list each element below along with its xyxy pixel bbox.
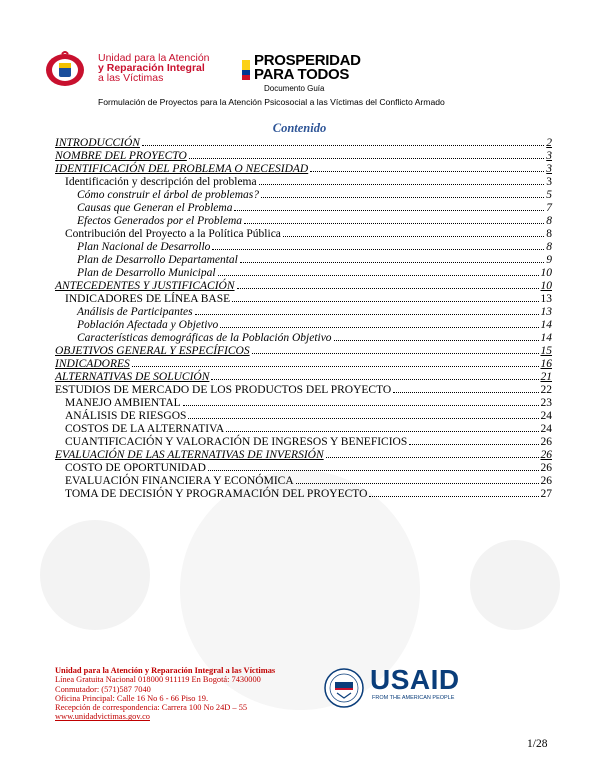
uarv-line: Unidad para la Atención xyxy=(98,52,210,64)
toc-entry[interactable] xyxy=(65,422,552,435)
toc-entry-label: INDICADORES DE LÍNEA BASE xyxy=(65,293,231,305)
toc-entry-label: Plan Nacional de Desarrollo xyxy=(77,241,211,253)
toc-entry-label: TOMA DE DECISIÓN Y PROGRAMACIÓN DEL PROYECTO xyxy=(65,488,368,500)
toc-entry-label: COSTO DE OPORTUNIDAD xyxy=(65,462,206,474)
toc-entry-label: OBJETIVOS GENERAL Y ESPECÍFICOS xyxy=(55,345,250,357)
toc-entry-page: 2 xyxy=(546,137,552,149)
toc-entry-label: Plan de Desarrollo Departamental xyxy=(77,254,238,266)
toc-entry-label: Población Afectada y Objetivo xyxy=(77,319,219,331)
toc-leader xyxy=(393,391,538,393)
toc-leader xyxy=(132,365,539,367)
toc-entry-page: 23 xyxy=(540,397,552,409)
footer-line: Línea Gratuita Nacional 018000 911119 En Bogotá: 7430000 xyxy=(55,675,261,685)
toc-entry-label: Efectos Generados por el Problema xyxy=(77,215,243,227)
toc-entry[interactable] xyxy=(55,162,552,175)
document-title: Formulación de Proyectos para la Atención Psicosocial a las Víctimas del Conflicto Armado xyxy=(98,97,445,107)
toc-leader xyxy=(226,430,538,432)
toc-entry-page: 3 xyxy=(546,163,552,175)
toc-entry[interactable] xyxy=(65,396,552,409)
document-type: Documento Guía xyxy=(264,84,325,93)
toc-entry-label: Cómo construir el árbol de problemas? xyxy=(77,189,259,201)
toc-entry-page: 5 xyxy=(546,189,552,201)
toc-entry-page: 10 xyxy=(540,267,552,279)
toc-entry[interactable] xyxy=(65,474,552,487)
toc-entry[interactable] xyxy=(55,448,552,461)
toc-entry[interactable] xyxy=(65,292,552,305)
toc-leader xyxy=(195,313,539,315)
toc-entry[interactable] xyxy=(55,279,552,292)
toc-leader xyxy=(189,157,544,159)
footer-line: Conmutador: (571)587 7040 xyxy=(55,684,151,694)
toc-entry[interactable] xyxy=(77,305,552,318)
toc-leader xyxy=(244,222,544,224)
toc-entry[interactable] xyxy=(65,461,552,474)
toc-entry-page: 9 xyxy=(546,254,552,266)
toc-entry-label: ESTUDIOS DE MERCADO DE LOS PRODUCTOS DEL PROYECTO xyxy=(55,384,392,396)
toc-entry-page: 15 xyxy=(540,345,552,357)
toc-entry[interactable] xyxy=(77,214,552,227)
toc-entry-page: 26 xyxy=(540,475,552,487)
toc-leader xyxy=(409,443,538,445)
toc-leader xyxy=(142,144,544,146)
footer-website-link[interactable]: www.unidadvictimas.gov.co xyxy=(55,712,150,722)
toc-leader xyxy=(220,326,538,328)
footer-line: Recepción de correspondencia: Carrera 100 No 24D – 55 xyxy=(55,703,248,713)
toc-entry-page: 27 xyxy=(540,488,552,500)
prosperidad-line: PARA TODOS xyxy=(254,66,350,83)
toc-leader xyxy=(234,209,544,211)
toc-entry-label: Contribución del Proyecto a la Política Pública xyxy=(65,228,281,240)
toc-leader xyxy=(240,261,544,263)
toc-leader xyxy=(211,378,538,380)
usaid-logo-text: USAID xyxy=(370,664,460,695)
toc-leader xyxy=(237,287,539,289)
toc-entry-page: 24 xyxy=(540,410,552,422)
toc-entry[interactable] xyxy=(77,318,552,331)
toc-entry-label: ANÁLISIS DE RIESGOS xyxy=(65,410,187,422)
toc-leader xyxy=(183,404,539,406)
toc-entry-page: 26 xyxy=(540,436,552,448)
toc-entry[interactable] xyxy=(77,188,552,201)
toc-entry-page: 13 xyxy=(540,293,552,305)
toc-entry[interactable] xyxy=(55,344,552,357)
toc-leader xyxy=(208,469,539,471)
toc-entry-label: Características demográficas de la Población Objetivo xyxy=(77,332,332,344)
toc-leader xyxy=(232,300,538,302)
toc-leader xyxy=(283,235,544,237)
toc-entry-label: Identificación y descripción del problema xyxy=(65,176,257,188)
toc-entry-page: 22 xyxy=(540,384,552,396)
toc-entry-page: 10 xyxy=(540,280,552,292)
toc-entry-label: IDENTIFICACIÓN DEL PROBLEMA O NECESIDAD xyxy=(55,163,309,175)
toc-entry-label: Análisis de Participantes xyxy=(77,306,193,318)
toc-leader xyxy=(212,248,544,250)
toc-entry-label: MANEJO AMBIENTAL xyxy=(65,397,181,409)
toc-entry-label: NOMBRE DEL PROYECTO xyxy=(55,150,187,162)
toc-entry-label: ANTECEDENTES Y JUSTIFICACIÓN xyxy=(55,280,235,292)
usaid-seal-icon xyxy=(324,668,364,708)
toc-entry[interactable] xyxy=(77,201,552,214)
page-number: 1/28 xyxy=(527,738,548,750)
toc-leader xyxy=(326,456,539,458)
toc-leader xyxy=(296,482,539,484)
toc-entry[interactable] xyxy=(77,253,552,266)
toc-heading: Contenido xyxy=(272,121,327,135)
toc-entry-label: COSTOS DE LA ALTERNATIVA xyxy=(65,423,225,435)
toc-entry[interactable] xyxy=(65,409,552,422)
toc-entry-page: 8 xyxy=(546,241,552,253)
toc-entry-label: EVALUACIÓN FINANCIERA Y ECONÓMICA xyxy=(65,475,294,487)
usaid-tagline: FROM THE AMERICAN PEOPLE xyxy=(372,695,455,701)
toc-entry-page: 24 xyxy=(540,423,552,435)
toc-entry[interactable] xyxy=(65,487,552,500)
toc-leader xyxy=(261,196,544,198)
toc-entry[interactable] xyxy=(55,383,552,396)
toc-entry-label: Plan de Desarrollo Municipal xyxy=(77,267,216,279)
prosperidad-line: PROSPERIDAD xyxy=(254,52,361,69)
toc-entry[interactable] xyxy=(77,331,552,344)
toc-leader xyxy=(218,274,539,276)
toc-entry[interactable] xyxy=(55,357,552,370)
toc-entry-page: 14 xyxy=(540,319,552,331)
toc-entry-label: CUANTIFICACIÓN Y VALORACIÓN DE INGRESOS Y BENEFICIOS xyxy=(65,436,408,448)
toc-entry[interactable] xyxy=(77,240,552,253)
footer-org-name: Unidad para la Atención y Reparación Integral a las Víctimas xyxy=(55,666,276,675)
uarv-line: a las Víctimas xyxy=(98,72,164,84)
toc-entry-page: 3 xyxy=(546,150,552,162)
toc-entry-label: INDICADORES xyxy=(55,358,130,370)
toc-leader xyxy=(310,170,544,172)
toc-entry-page: 16 xyxy=(540,358,552,370)
watermark xyxy=(40,520,150,630)
footer-contact xyxy=(55,666,275,722)
toc-entry-label: Causas que Generan el Problema xyxy=(77,202,233,214)
uarv-line: y Reparación Integral xyxy=(98,62,205,74)
toc-entry-page: 3 xyxy=(546,176,552,188)
toc-entry[interactable] xyxy=(65,227,552,240)
toc-entry-label: EVALUACIÓN DE LAS ALTERNATIVAS DE INVERSIÓN xyxy=(55,449,324,461)
toc-entry-page: 26 xyxy=(540,449,552,461)
toc-entry-label: ALTERNATIVAS DE SOLUCIÓN xyxy=(55,371,210,383)
toc-entry-page: 7 xyxy=(546,202,552,214)
toc-entry[interactable] xyxy=(65,175,552,188)
toc-entry-page: 14 xyxy=(540,332,552,344)
toc-entry-page: 21 xyxy=(540,371,552,383)
toc-entry[interactable] xyxy=(77,266,552,279)
toc-leader xyxy=(259,183,545,185)
toc-entry-page: 13 xyxy=(540,306,552,318)
toc-entry[interactable] xyxy=(55,370,552,383)
toc-entry-label: INTRODUCCIÓN xyxy=(55,137,140,149)
toc-leader xyxy=(188,417,538,419)
footer-line: Oficina Principal: Calle 16 No 6 - 66 Piso 19. xyxy=(55,693,209,703)
toc-leader xyxy=(369,495,538,497)
toc-entry[interactable] xyxy=(65,435,552,448)
toc-leader xyxy=(252,352,539,354)
toc-entry-page: 8 xyxy=(546,228,552,240)
toc-entry[interactable] xyxy=(55,149,552,162)
watermark xyxy=(470,540,560,630)
toc-leader xyxy=(334,339,539,341)
toc-entry[interactable] xyxy=(55,136,552,149)
toc-entry-page: 26 xyxy=(540,462,552,474)
toc-entry-page: 8 xyxy=(546,215,552,227)
